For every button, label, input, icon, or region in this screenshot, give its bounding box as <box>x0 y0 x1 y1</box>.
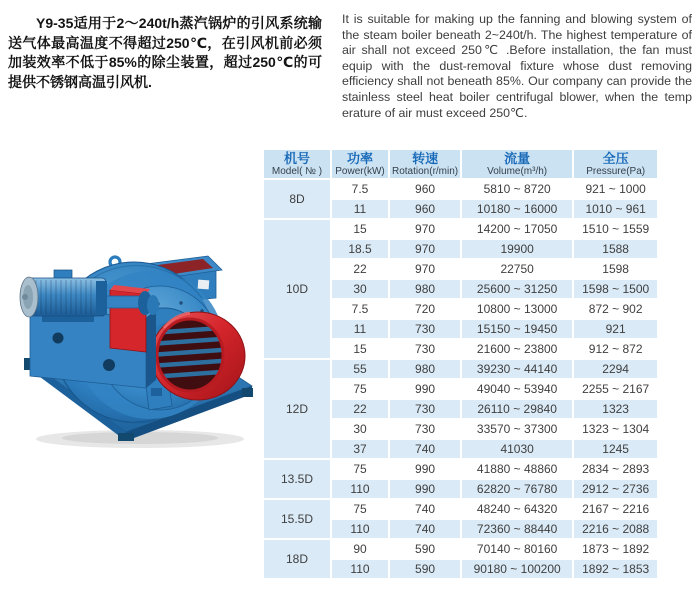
cell-pressure: 1588 <box>574 240 657 258</box>
cell-power: 30 <box>332 280 388 298</box>
cell-pressure: 2216 ~ 2088 <box>574 520 657 538</box>
header-volume: 流量 Volume(m³/h) <box>462 150 572 178</box>
cell-volume: 26110 ~ 29840 <box>462 400 572 418</box>
cell-rotation: 740 <box>390 500 460 518</box>
cell-power: 75 <box>332 380 388 398</box>
cell-pressure: 1323 ~ 1304 <box>574 420 657 438</box>
cell-pressure: 2834 ~ 2893 <box>574 460 657 478</box>
cell-volume: 33570 ~ 37300 <box>462 420 572 438</box>
cell-power: 75 <box>332 500 388 518</box>
cell-pressure: 872 ~ 902 <box>574 300 657 318</box>
cell-pressure: 921 <box>574 320 657 338</box>
header-model: 机号 Model( № ) <box>264 150 330 178</box>
cell-volume: 62820 ~ 76780 <box>462 480 572 498</box>
cell-power: 18.5 <box>332 240 388 258</box>
intro-paragraph-chinese: Y9-35适用于2～240t/h蒸汽锅炉的引风系统输送气体最高温度不得超过250℃，在引风机前必须加装效率不低于85%的除尘装置，超过250℃的可提供不锈钢高温引风机. <box>8 15 322 90</box>
cell-volume: 25600 ~ 31250 <box>462 280 572 298</box>
cell-pressure: 1892 ~ 1853 <box>574 560 657 578</box>
nameplate <box>198 280 210 290</box>
cell-power: 75 <box>332 460 388 478</box>
cell-volume: 41880 ~ 48860 <box>462 460 572 478</box>
cell-pressure: 1598 <box>574 260 657 278</box>
table-row <box>264 460 657 478</box>
cell-rotation: 960 <box>390 180 460 198</box>
cell-volume: 14200 ~ 17050 <box>462 220 572 238</box>
cell-pressure: 921 ~ 1000 <box>574 180 657 198</box>
cell-rotation: 740 <box>390 440 460 458</box>
table-row <box>264 360 657 378</box>
spec-table-body <box>264 180 657 578</box>
cell-power: 110 <box>332 520 388 538</box>
cell-rotation: 990 <box>390 460 460 478</box>
cell-volume: 90180 ~ 100200 <box>462 560 572 578</box>
cell-power: 110 <box>332 480 388 498</box>
cell-power: 22 <box>332 400 388 418</box>
table-row <box>264 540 657 558</box>
cell-power: 15 <box>332 220 388 238</box>
cell-rotation: 980 <box>390 360 460 378</box>
cell-volume: 19900 <box>462 240 572 258</box>
cell-volume: 49040 ~ 53940 <box>462 380 572 398</box>
cell-model: 10D <box>264 220 330 358</box>
table-header-row <box>264 150 657 178</box>
cell-rotation: 730 <box>390 340 460 358</box>
cell-volume: 5810 ~ 8720 <box>462 180 572 198</box>
cell-volume: 21600 ~ 23800 <box>462 340 572 358</box>
fan-product-image <box>14 236 266 460</box>
cell-rotation: 730 <box>390 320 460 338</box>
fan-motor <box>20 270 107 322</box>
cell-model: 8D <box>264 180 330 218</box>
table-row <box>264 180 657 198</box>
cell-volume: 15150 ~ 19450 <box>462 320 572 338</box>
cell-pressure: 1598 ~ 1500 <box>574 280 657 298</box>
cell-rotation: 970 <box>390 240 460 258</box>
cell-power: 55 <box>332 360 388 378</box>
cell-rotation: 960 <box>390 200 460 218</box>
header-power: 功率 Power(kW) <box>332 150 388 178</box>
cell-volume: 10800 ~ 13000 <box>462 300 572 318</box>
cell-volume: 48240 ~ 64320 <box>462 500 572 518</box>
fan-inlet-cone <box>151 312 245 400</box>
cell-model: 13.5D <box>264 460 330 498</box>
cell-power: 7.5 <box>332 180 388 198</box>
table-row <box>264 220 657 238</box>
cell-rotation: 990 <box>390 480 460 498</box>
cell-model: 12D <box>264 360 330 458</box>
header-pressure: 全压 Pressure(Pa) <box>574 150 657 178</box>
cell-rotation: 590 <box>390 560 460 578</box>
intro-paragraph-english: It is suitable for making up the fanning and blowing system of the steam boiler beneath 2~240t/h. The highest temperature of air shall not exceed 250℃ .Before installation, the fan must equip with the dust-removal fixture whose dust removing efficiency shall not beneath 85%. Our company can provide the stainless steel heat boiler centrifugal blower, when the temp erature of air must exceed 250℃. <box>342 12 692 120</box>
cell-volume: 70140 ~ 80160 <box>462 540 572 558</box>
cell-power: 15 <box>332 340 388 358</box>
cell-volume: 10180 ~ 16000 <box>462 200 572 218</box>
cell-model: 18D <box>264 540 330 578</box>
cell-power: 7.5 <box>332 300 388 318</box>
header-rotation: 转速 Rotation(r/min) <box>392 150 459 177</box>
cell-volume: 39230 ~ 44140 <box>462 360 572 378</box>
spec-table <box>262 148 659 580</box>
cell-pressure: 1010 ~ 961 <box>574 200 657 218</box>
cell-rotation: 720 <box>390 300 460 318</box>
cell-volume: 72360 ~ 88440 <box>462 520 572 538</box>
table-row <box>264 500 657 518</box>
cell-pressure: 1510 ~ 1559 <box>574 220 657 238</box>
cell-volume: 41030 <box>462 440 572 458</box>
cell-rotation: 990 <box>390 380 460 398</box>
cell-pressure: 1873 ~ 1892 <box>574 540 657 558</box>
cell-rotation: 740 <box>390 520 460 538</box>
cell-power: 30 <box>332 420 388 438</box>
cell-model: 15.5D <box>264 500 330 538</box>
cell-rotation: 730 <box>390 400 460 418</box>
cell-power: 37 <box>332 440 388 458</box>
cell-power: 110 <box>332 560 388 578</box>
cell-power: 22 <box>332 260 388 278</box>
cell-pressure: 912 ~ 872 <box>574 340 657 358</box>
cell-power: 11 <box>332 320 388 338</box>
cell-power: 11 <box>332 200 388 218</box>
cell-pressure: 2255 ~ 2167 <box>574 380 657 398</box>
cell-volume: 22750 <box>462 260 572 278</box>
cell-pressure: 2167 ~ 2216 <box>574 500 657 518</box>
cell-rotation: 970 <box>390 220 460 238</box>
cell-pressure: 1245 <box>574 440 657 458</box>
cell-pressure: 2912 ~ 2736 <box>574 480 657 498</box>
cell-pressure: 1323 <box>574 400 657 418</box>
cell-rotation: 980 <box>390 280 460 298</box>
cell-rotation: 970 <box>390 260 460 278</box>
cell-rotation: 730 <box>390 420 460 438</box>
fan-illustration <box>14 236 266 460</box>
cell-pressure: 2294 <box>574 360 657 378</box>
cell-rotation: 590 <box>390 540 460 558</box>
cell-power: 90 <box>332 540 388 558</box>
